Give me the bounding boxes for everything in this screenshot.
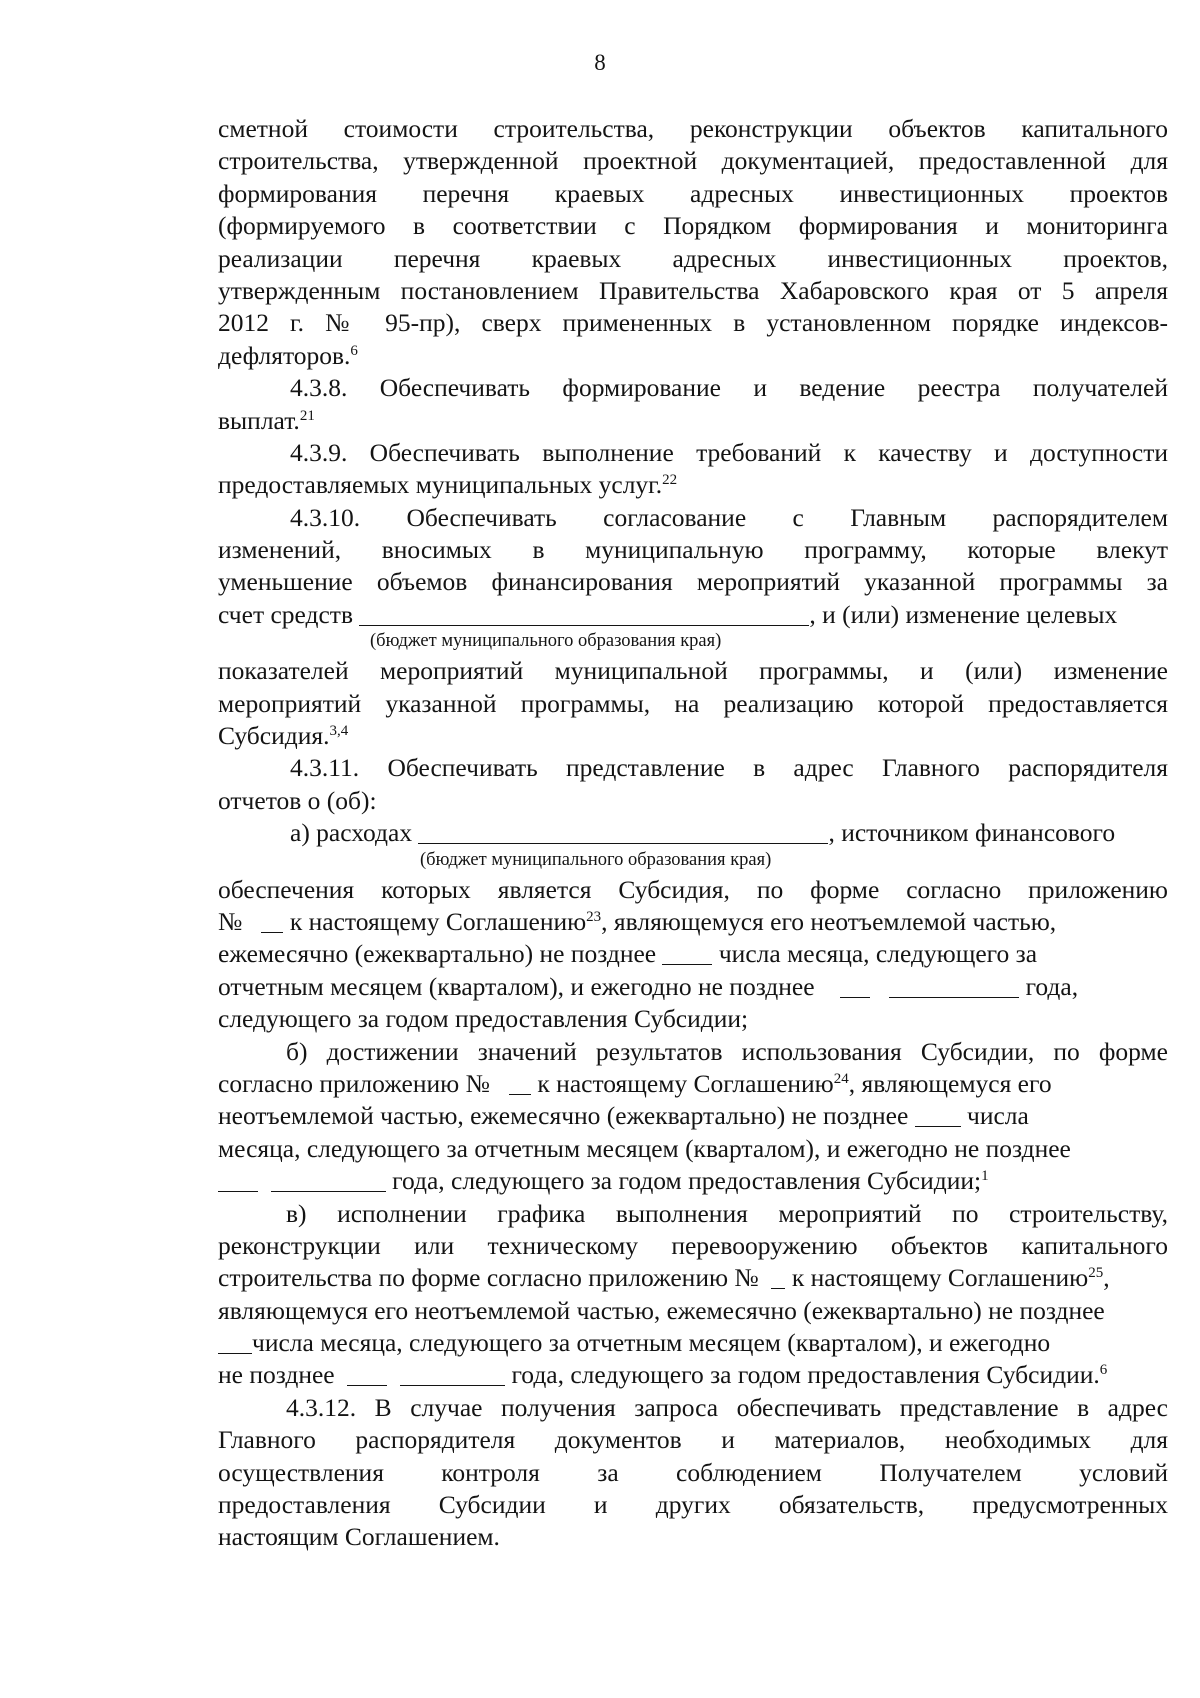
text-line: № к настоящему Соглашению$^{23}$, являющемуся его неотъемлемой частью, [218, 906, 1057, 936]
footnote-ref: 3,4 [329, 723, 349, 740]
document-body [218, 113, 1168, 1554]
text-line: сметной стоимости строительства, реконструкции объектов капитального [218, 114, 1168, 143]
subitem-a: а) расходах , источником финансового [290, 818, 1116, 848]
text-line: показателей мероприятий муниципальной программы, и (или) изменение [218, 656, 1168, 686]
clause-4-3-8: 4.3.8. Обеспечивать формирование и ведение реестра получателей [290, 373, 1168, 403]
text-line: Субсидия.$^{3,4}$ [218, 721, 349, 751]
text-line: года, следующего за годом предоставления Субсидии;$^1$ [218, 1165, 1168, 1197]
text-line: уменьшение объемов финансирования мероприятий указанной программы за [218, 567, 1168, 597]
footnote-ref: 22 [662, 472, 678, 489]
field-caption: (бюджет муниципального образования края) [370, 631, 722, 652]
footnote-ref: 24 [833, 1070, 849, 1087]
blank-field [509, 1068, 531, 1095]
text-line: счет средств , и (или) изменение целевых [218, 599, 1118, 629]
blank-field [915, 1101, 961, 1128]
text-line: настоящим Соглашением. [218, 1522, 500, 1552]
footnote-ref: 6 [1099, 1362, 1108, 1379]
text-line: Главного распорядителя документов и материалов, необходимых для [218, 1425, 1168, 1455]
blank-field [771, 1263, 785, 1290]
text-line: месяца, следующего за отчетным месяцем (кварталом), и ежегодно не позднее [218, 1133, 1071, 1163]
text-line: следующего за годом предоставления Субсидии; [218, 1004, 749, 1034]
text-line: формирования перечня краевых адресных инвестиционных проектов [218, 178, 1168, 208]
blank-field [218, 1328, 252, 1355]
text-line: строительства по форме согласно приложению № к настоящему Соглашению$^{25}$, [218, 1263, 1110, 1293]
blank-field [889, 971, 1019, 998]
footnote-ref: 21 [299, 407, 315, 424]
text-line: обеспечения которых является Субсидия, по форме согласно приложению [218, 874, 1168, 904]
page-number: 8 [594, 50, 606, 75]
text-line: утвержденным постановлением Правительства Хабаровского края от 5 апреля [218, 275, 1168, 305]
text-line: реконструкции или техническому перевооружению объектов капитального [218, 1230, 1168, 1260]
text-line: не позднее года, следующего за годом предоставления Субсидии.$^6$ [218, 1360, 1108, 1390]
text-line: предоставления Субсидии и других обязательств, предусмотренных [218, 1490, 1168, 1520]
text-line: дефляторов.$^6$ [218, 340, 358, 370]
text-line: отчетным месяцем (кварталом), и ежегодно не позднее года, [218, 971, 1079, 1001]
blank-field [271, 1166, 386, 1193]
text-line: строительства, утвержденной проектной документацией, предоставленной для [218, 146, 1168, 176]
clause-4-3-10: 4.3.10. Обеспечивать согласование с Главным распорядителем [290, 502, 1168, 532]
text-line: изменений, вносимых в муниципальную программу, которые влекут [218, 535, 1168, 565]
subitem-b: б) достижении значений результатов использования Субсидии, по форме [286, 1036, 1168, 1066]
text-line: выплат.$^{21}$ [218, 405, 315, 435]
blank-field [418, 818, 828, 845]
footnote-ref: 1 [981, 1168, 989, 1185]
blank-field [347, 1360, 387, 1387]
footnote-ref: 6 [350, 342, 358, 359]
blank-field [261, 906, 283, 933]
field-caption: (бюджет муниципального образования края) [420, 849, 772, 870]
subitem-v: в) исполнении графика выполнения мероприятий по строительству, [286, 1198, 1168, 1228]
text-line: являющемуся его неотъемлемой частью, ежемесячно (ежеквартально) не позднее [218, 1295, 1105, 1325]
footnote-ref: 25 [1088, 1265, 1104, 1282]
text-line: ежемесячно (ежеквартально) не позднее числа месяца, следующего за [218, 939, 1038, 969]
blank-field [400, 1360, 505, 1387]
text-line: числа месяца, следующего за отчетным месяцем (кварталом), и ежегодно [218, 1327, 1168, 1359]
clause-4-3-9: 4.3.9. Обеспечивать выполнение требований к качеству и доступности [290, 437, 1168, 467]
blank-field [840, 971, 870, 998]
text-line: реализации перечня краевых адресных инвестиционных проектов, [218, 243, 1168, 273]
clause-4-3-12: 4.3.12. В случае получения запроса обеспечивать представление в адрес [286, 1392, 1168, 1422]
blank-field [218, 1166, 258, 1193]
text-line: (формируемого в соответствии с Порядком формирования и мониторинга [218, 211, 1168, 241]
blank-field [359, 599, 809, 626]
text-line: отчетов о (об): [218, 785, 377, 815]
text-line: мероприятий указанной программы, на реализацию которой предоставляется [218, 688, 1168, 718]
text-line: 2012 г. № 95-пр), сверх примененных в установленном порядке индексов- [218, 308, 1168, 338]
text-line: неотъемлемой частью, ежемесячно (ежеквартально) не позднее числа [218, 1101, 1029, 1131]
clause-4-3-11: 4.3.11. Обеспечивать представление в адрес Главного распорядителя [290, 753, 1168, 783]
text-line: предоставляемых муниципальных услуг.$^{22}$ [218, 470, 678, 500]
footnote-ref: 23 [586, 908, 602, 925]
text-line: осуществления контроля за соблюдением Получателем условий [218, 1457, 1168, 1487]
blank-field [662, 939, 712, 966]
text-line: согласно приложению № к настоящему Соглашению$^{24}$, являющемуся его [218, 1068, 1052, 1098]
